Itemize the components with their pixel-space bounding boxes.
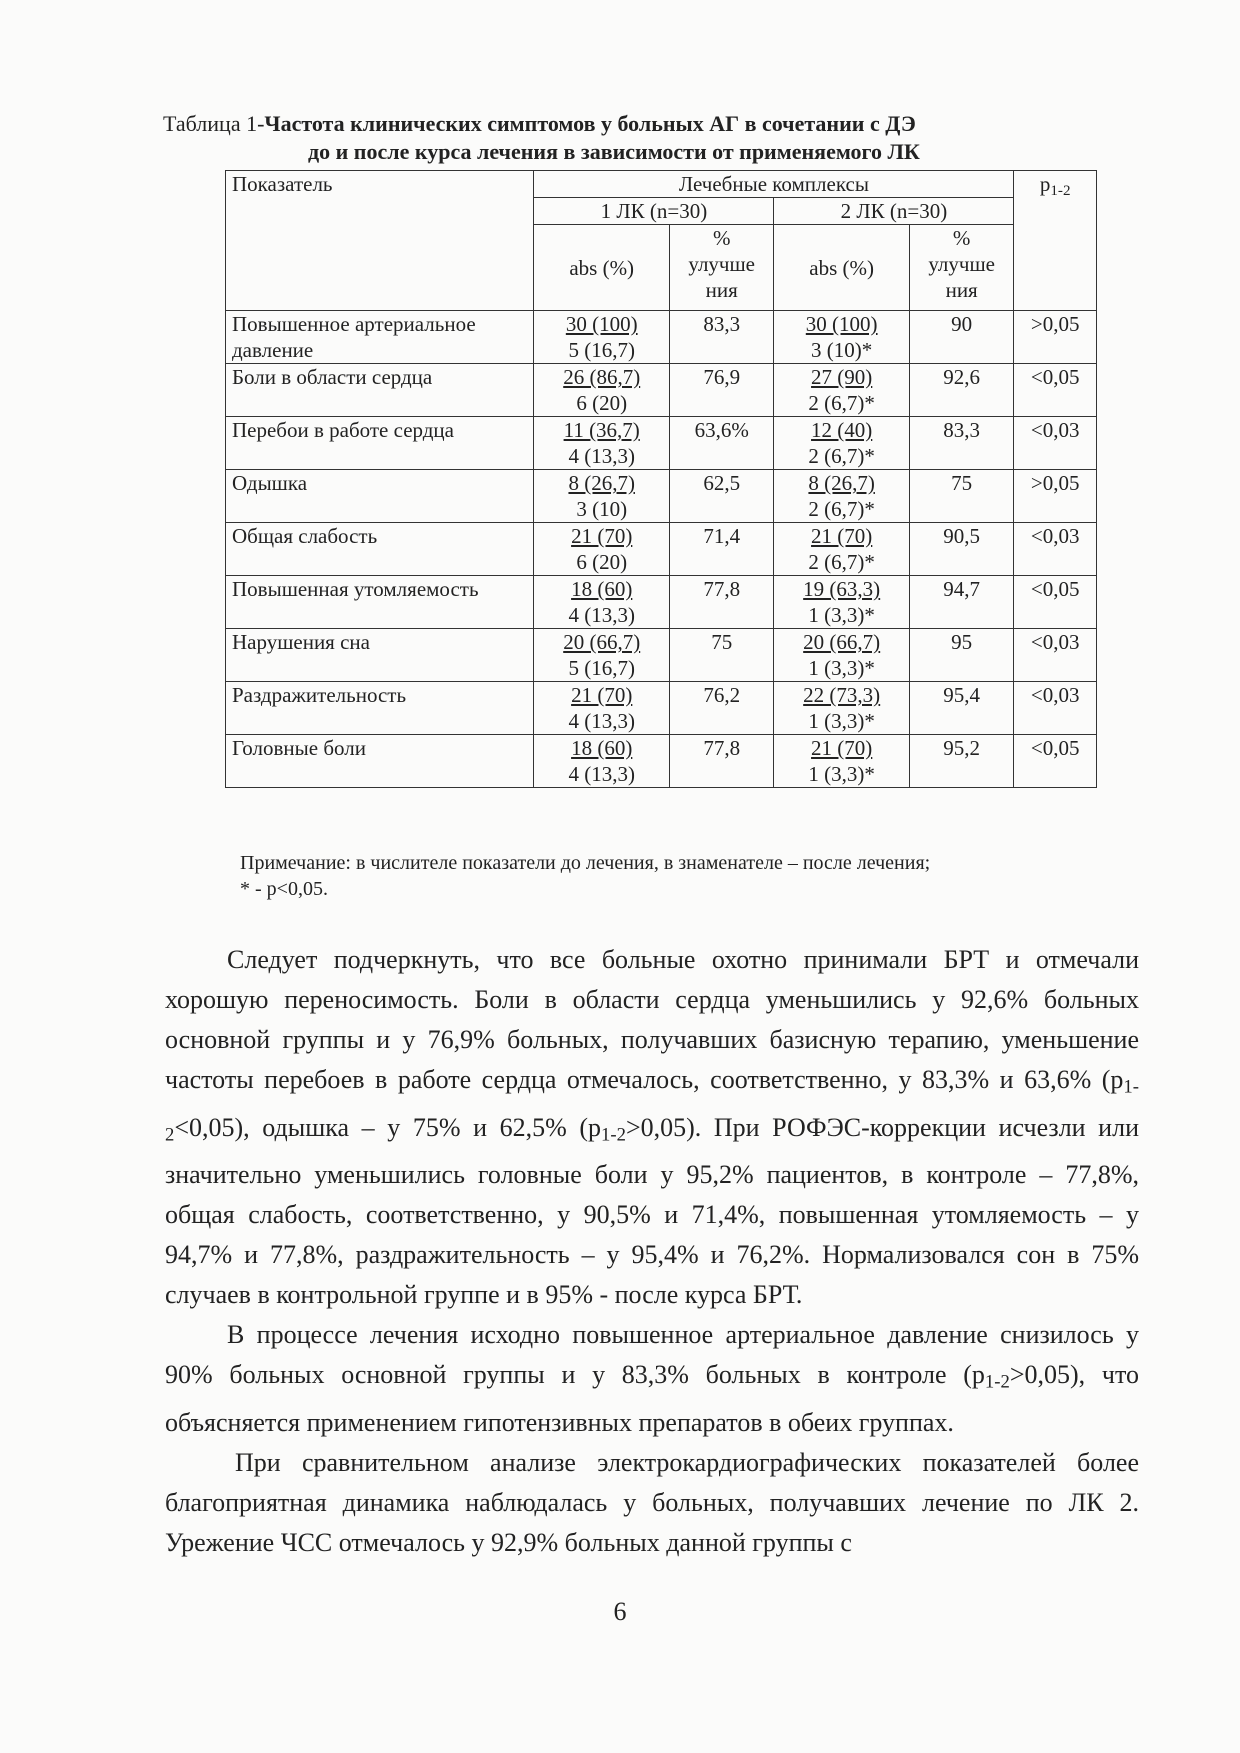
value-after: 2 (6,7)*	[808, 550, 875, 574]
symptoms-table	[225, 170, 1097, 788]
row-lk1-improvement: 76,2	[669, 682, 773, 735]
header-pct-l1: %	[712, 226, 731, 250]
numerator	[780, 576, 903, 602]
table-note	[240, 850, 1110, 902]
header-abs-lk2: abs (%)	[774, 225, 910, 311]
value-after: 4 (13,3)	[568, 603, 635, 627]
row-lk2-improvement: 95	[909, 629, 1013, 682]
row-label: Нарушения сна	[226, 629, 534, 682]
value-after: 1 (3,3)*	[808, 603, 875, 627]
row-lk2-improvement: 95,4	[909, 682, 1013, 735]
row-lk2-improvement: 92,6	[909, 364, 1013, 417]
p2-part-b: >0,05), что объясняется применением гипотензивных препаратов в обеих группах.	[165, 1360, 1139, 1438]
row-lk2-improvement: 90	[909, 311, 1013, 364]
row-lk2-values	[774, 576, 910, 629]
value-before: 21 (70)	[571, 683, 633, 707]
numerator	[540, 735, 663, 761]
header-indicator: Показатель	[226, 171, 534, 311]
row-lk2-values	[774, 364, 910, 417]
row-p-value: <0,05	[1014, 576, 1097, 629]
table-body	[226, 171, 1097, 788]
row-lk2-values	[774, 523, 910, 576]
caption-title-line2: до и после курса лечения в зависимости от применяемого ЛК	[308, 139, 920, 164]
numerator	[540, 470, 663, 496]
value-after: 4 (13,3)	[568, 444, 635, 468]
paragraph-3	[165, 1443, 1139, 1563]
row-lk2-values	[774, 311, 910, 364]
value-after: 2 (6,7)*	[808, 497, 875, 521]
row-lk2-values	[774, 417, 910, 470]
value-after: 6 (20)	[576, 550, 628, 574]
header-pct-l2: улучше	[928, 252, 995, 276]
value-after: 5 (16,7)	[568, 338, 635, 362]
row-label: Головные боли	[226, 735, 534, 788]
row-p-value: <0,03	[1014, 682, 1097, 735]
value-before: 11 (36,7)	[563, 418, 640, 442]
value-after: 5 (16,7)	[568, 656, 635, 680]
numerator	[780, 523, 903, 549]
value-after: 4 (13,3)	[568, 709, 635, 733]
row-lk1-improvement: 76,9	[669, 364, 773, 417]
row-label: Боли в области сердца	[226, 364, 534, 417]
p1-part-c: >0,05). При РОФЭС-коррекции исчезли или значительно уменьшились головные боли у 95,2% пациентов, в контроле – 77,8%, общая слабость, соответственно, у 90,5% и 71,4%, повышенная утомляемость – у 94,7% и 77,8%, раздражительность – у 95,4% и 76,2%. Нормализовался сон в 75% случаев в контрольной группе и в 95% - после курса БРТ.	[165, 1112, 1139, 1310]
header-complexes: Лечебные комплексы	[534, 171, 1014, 198]
row-lk2-values	[774, 629, 910, 682]
table-row	[226, 417, 1097, 470]
value-before: 26 (86,7)	[563, 365, 641, 389]
caption-title-line1: Частота клинических симптомов у больных АГ в сочетании с ДЭ	[264, 111, 916, 136]
row-label: Одышка	[226, 470, 534, 523]
note-line1: Примечание: в числителе показатели до лечения, в знаменателе – после лечения;	[240, 852, 931, 874]
row-lk1-improvement: 77,8	[669, 576, 773, 629]
table-row	[226, 682, 1097, 735]
value-before: 20 (66,7)	[803, 630, 881, 654]
row-p-value: <0,05	[1014, 364, 1097, 417]
row-lk2-improvement: 94,7	[909, 576, 1013, 629]
header-pct-l1: %	[952, 226, 971, 250]
p2-part-a: В процессе лечения исходно повышенное артериальное давление снизилось у 90% больных основной группы и у 83,3% больных в контроле (p	[165, 1320, 1139, 1390]
numerator	[540, 417, 663, 443]
value-before: 8 (26,7)	[568, 471, 635, 495]
numerator	[540, 629, 663, 655]
p1-part-b: <0,05), одышка – у 75% и 62,5% (p	[174, 1112, 602, 1142]
row-lk1-values	[534, 470, 670, 523]
header-lk2: 2 ЛК (n=30)	[774, 198, 1014, 225]
page-number: 6	[613, 1597, 627, 1626]
row-lk1-values	[534, 682, 670, 735]
value-after: 6 (20)	[576, 391, 628, 415]
header-p	[1014, 171, 1097, 311]
p1-part-a: Следует подчеркнуть, что все больные охотно принимали БРТ и отмечали хорошую переносимость. Боли в области сердца уменьшились у 92,6% больных основной группы и у 76,9% больных, получавших базисную терапию, уменьшение частоты перебоев в работе сердца отмечалось, соответственно, у 83,3% и 63,6% (p	[165, 945, 1139, 1094]
header-p-letter: p	[1039, 172, 1051, 196]
note-line2: * - p<0,05.	[240, 878, 328, 900]
numerator	[540, 523, 663, 549]
table-row	[226, 523, 1097, 576]
table-row	[226, 735, 1097, 788]
row-lk1-values	[534, 735, 670, 788]
p2-sub: 1-2	[984, 1372, 1010, 1394]
p1-sub-2: 1-2	[601, 1124, 626, 1146]
value-before: 22 (73,3)	[803, 683, 881, 707]
value-after: 2 (6,7)*	[808, 444, 875, 468]
numerator	[780, 735, 903, 761]
body-text	[165, 940, 1139, 1563]
row-lk2-values	[774, 735, 910, 788]
row-lk1-values	[534, 417, 670, 470]
numerator	[540, 311, 663, 337]
row-label: Раздражительность	[226, 682, 534, 735]
value-before: 30 (100)	[805, 312, 878, 336]
table-row	[226, 311, 1097, 364]
row-p-value: <0,03	[1014, 523, 1097, 576]
paragraph-2	[165, 1315, 1139, 1443]
row-lk1-values	[534, 629, 670, 682]
row-p-value: <0,03	[1014, 629, 1097, 682]
row-lk2-values	[774, 470, 910, 523]
table-caption	[163, 110, 1083, 166]
value-before: 21 (70)	[571, 524, 633, 548]
p3-text: При сравнительном анализе электрокардиографических показателей более благоприятная динамика наблюдалась у больных, получавших лечение по ЛК 2. Урежение ЧСС отмечалось у 92,9% больных данной группы с	[165, 1448, 1139, 1558]
row-lk1-improvement: 62,5	[669, 470, 773, 523]
table-row	[226, 629, 1097, 682]
header-pct-l2: улучше	[688, 252, 755, 276]
numerator	[540, 576, 663, 602]
row-lk1-improvement: 77,8	[669, 735, 773, 788]
row-lk2-improvement: 75	[909, 470, 1013, 523]
numerator	[780, 364, 903, 390]
row-label: Повышенная утомляемость	[226, 576, 534, 629]
row-lk1-improvement: 83,3	[669, 311, 773, 364]
value-after: 1 (3,3)*	[808, 762, 875, 786]
row-label: Перебои в работе сердца	[226, 417, 534, 470]
value-after: 1 (3,3)*	[808, 709, 875, 733]
value-before: 18 (60)	[571, 736, 633, 760]
row-label: Повышенное артериальное давление	[226, 311, 534, 364]
caption-prefix: Таблица 1-	[163, 111, 265, 136]
header-pct-lk2	[909, 225, 1013, 311]
value-before: 19 (63,3)	[803, 577, 881, 601]
row-lk2-improvement: 90,5	[909, 523, 1013, 576]
row-p-value: >0,05	[1014, 311, 1097, 364]
value-before: 8 (26,7)	[808, 471, 875, 495]
row-lk1-values	[534, 311, 670, 364]
value-before: 18 (60)	[571, 577, 633, 601]
value-after: 3 (10)*	[811, 338, 873, 362]
row-lk1-values	[534, 576, 670, 629]
value-after: 4 (13,3)	[568, 762, 635, 786]
p1-sub-1: 1-2	[165, 1076, 1139, 1146]
paragraph-1	[165, 940, 1139, 1315]
row-lk1-values	[534, 364, 670, 417]
value-before: 27 (90)	[811, 365, 873, 389]
header-row-1	[226, 171, 1097, 198]
table-row	[226, 364, 1097, 417]
value-before: 12 (40)	[811, 418, 873, 442]
header-pct-l3: ния	[705, 278, 738, 302]
table-row	[226, 576, 1097, 629]
row-p-value: >0,05	[1014, 470, 1097, 523]
header-pct-l3: ния	[945, 278, 978, 302]
row-p-value: <0,05	[1014, 735, 1097, 788]
row-lk1-improvement: 63,6%	[669, 417, 773, 470]
row-lk1-values	[534, 523, 670, 576]
numerator	[780, 311, 903, 337]
value-before: 21 (70)	[811, 736, 873, 760]
row-label: Общая слабость	[226, 523, 534, 576]
row-p-value: <0,03	[1014, 417, 1097, 470]
header-p-sub: 1-2	[1050, 182, 1071, 199]
numerator	[780, 417, 903, 443]
value-after: 2 (6,7)*	[808, 391, 875, 415]
numerator	[540, 364, 663, 390]
value-before: 21 (70)	[811, 524, 873, 548]
row-lk2-values	[774, 682, 910, 735]
numerator	[780, 470, 903, 496]
value-before: 30 (100)	[565, 312, 638, 336]
header-lk1: 1 ЛК (n=30)	[534, 198, 774, 225]
header-pct-lk1	[669, 225, 773, 311]
value-after: 1 (3,3)*	[808, 656, 875, 680]
numerator	[540, 682, 663, 708]
numerator	[780, 682, 903, 708]
value-before: 20 (66,7)	[563, 630, 641, 654]
row-lk1-improvement: 71,4	[669, 523, 773, 576]
header-abs-lk1: abs (%)	[534, 225, 670, 311]
table-row	[226, 470, 1097, 523]
row-lk2-improvement: 95,2	[909, 735, 1013, 788]
row-lk2-improvement: 83,3	[909, 417, 1013, 470]
numerator	[780, 629, 903, 655]
value-after: 3 (10)	[576, 497, 628, 521]
row-lk1-improvement: 75	[669, 629, 773, 682]
